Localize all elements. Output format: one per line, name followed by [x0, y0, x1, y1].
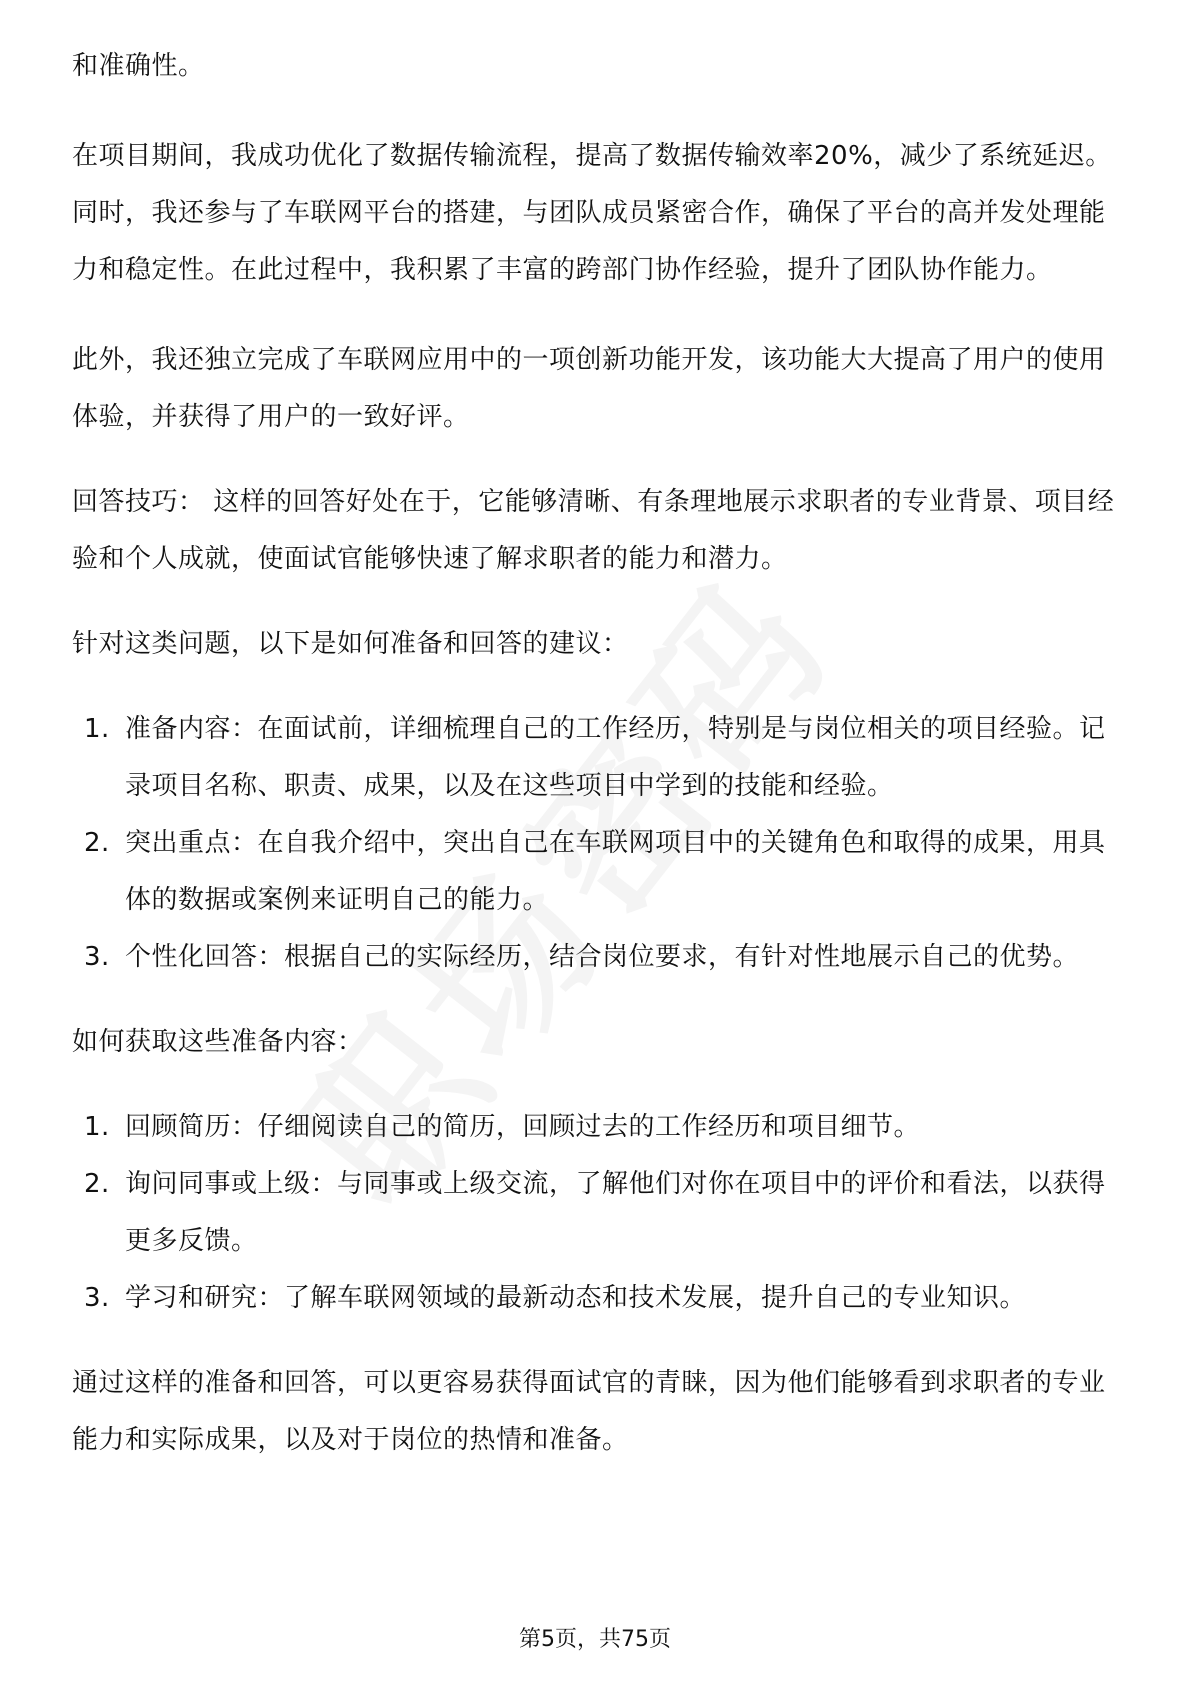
list-item: [72, 1099, 1122, 1156]
paragraph-answer-tips: 回答技巧： 这样的回答好处在于，它能够清晰、有条理地展示求职者的专业背景、项目经验和个人成就，使面试官能够快速了解求职者的能力和潜力。: [72, 487, 1115, 574]
list-item-text: 准备内容：在面试前，详细梳理自己的工作经历，特别是与岗位相关的项目经验。记录项目名称、职责、成果，以及在这些项目中学到的技能和经验。: [125, 714, 1106, 801]
list-item: [72, 701, 1122, 815]
paragraph-innovation: 此外，我还独立完成了车联网应用中的一项创新功能开发，该功能大大提高了用户的使用体验，并获得了用户的一致好评。: [72, 345, 1106, 432]
page-number: 第5页，共75页: [519, 1627, 671, 1652]
paragraph-continuation: 和准确性。: [72, 51, 205, 81]
list-item: [72, 1156, 1122, 1270]
paragraph-advice-intro: 针对这类问题，以下是如何准备和回答的建议：: [72, 629, 629, 659]
list-item-text: 个性化回答：根据自己的实际经历，结合岗位要求，有针对性地展示自己的优势。: [125, 942, 1080, 972]
list-number: 1.: [84, 714, 110, 744]
list-number: 2.: [84, 1169, 110, 1199]
list-item-text: 回顾简历：仔细阅读自己的简历，回顾过去的工作经历和项目细节。: [125, 1112, 921, 1142]
list-number: 1.: [84, 1112, 110, 1142]
paragraph-how-to-prepare: 如何获取这些准备内容：: [72, 1027, 364, 1057]
list-item: [72, 1270, 1122, 1327]
list-item: [72, 929, 1122, 986]
list-number: 3.: [84, 1283, 110, 1313]
list-item: [72, 815, 1122, 929]
advice-list: [72, 701, 1122, 986]
list-number: 2.: [84, 828, 110, 858]
paragraph-project-results: 在项目期间，我成功优化了数据传输流程，提高了数据传输效率20%，减少了系统延迟。同时，我还参与了车联网平台的搭建，与团队成员紧密合作，确保了平台的高并发处理能力和稳定性。在此过程中，我积累了丰富的跨部门协作经验，提升了团队协作能力。: [72, 141, 1112, 285]
document-page: [72, 38, 1122, 1469]
list-number: 3.: [84, 942, 110, 972]
prepare-list: [72, 1099, 1122, 1327]
list-item-text: 突出重点：在自我介绍中，突出自己在车联网项目中的关键角色和取得的成果，用具体的数据或案例来证明自己的能力。: [125, 828, 1106, 915]
paragraph-conclusion: 通过这样的准备和回答，可以更容易获得面试官的青睐，因为他们能够看到求职者的专业能力和实际成果，以及对于岗位的热情和准备。: [72, 1368, 1106, 1455]
list-item-text: 询问同事或上级：与同事或上级交流，了解他们对你在项目中的评价和看法，以获得更多反馈。: [125, 1169, 1106, 1256]
list-item-text: 学习和研究：了解车联网领域的最新动态和技术发展，提升自己的专业知识。: [125, 1283, 1027, 1313]
